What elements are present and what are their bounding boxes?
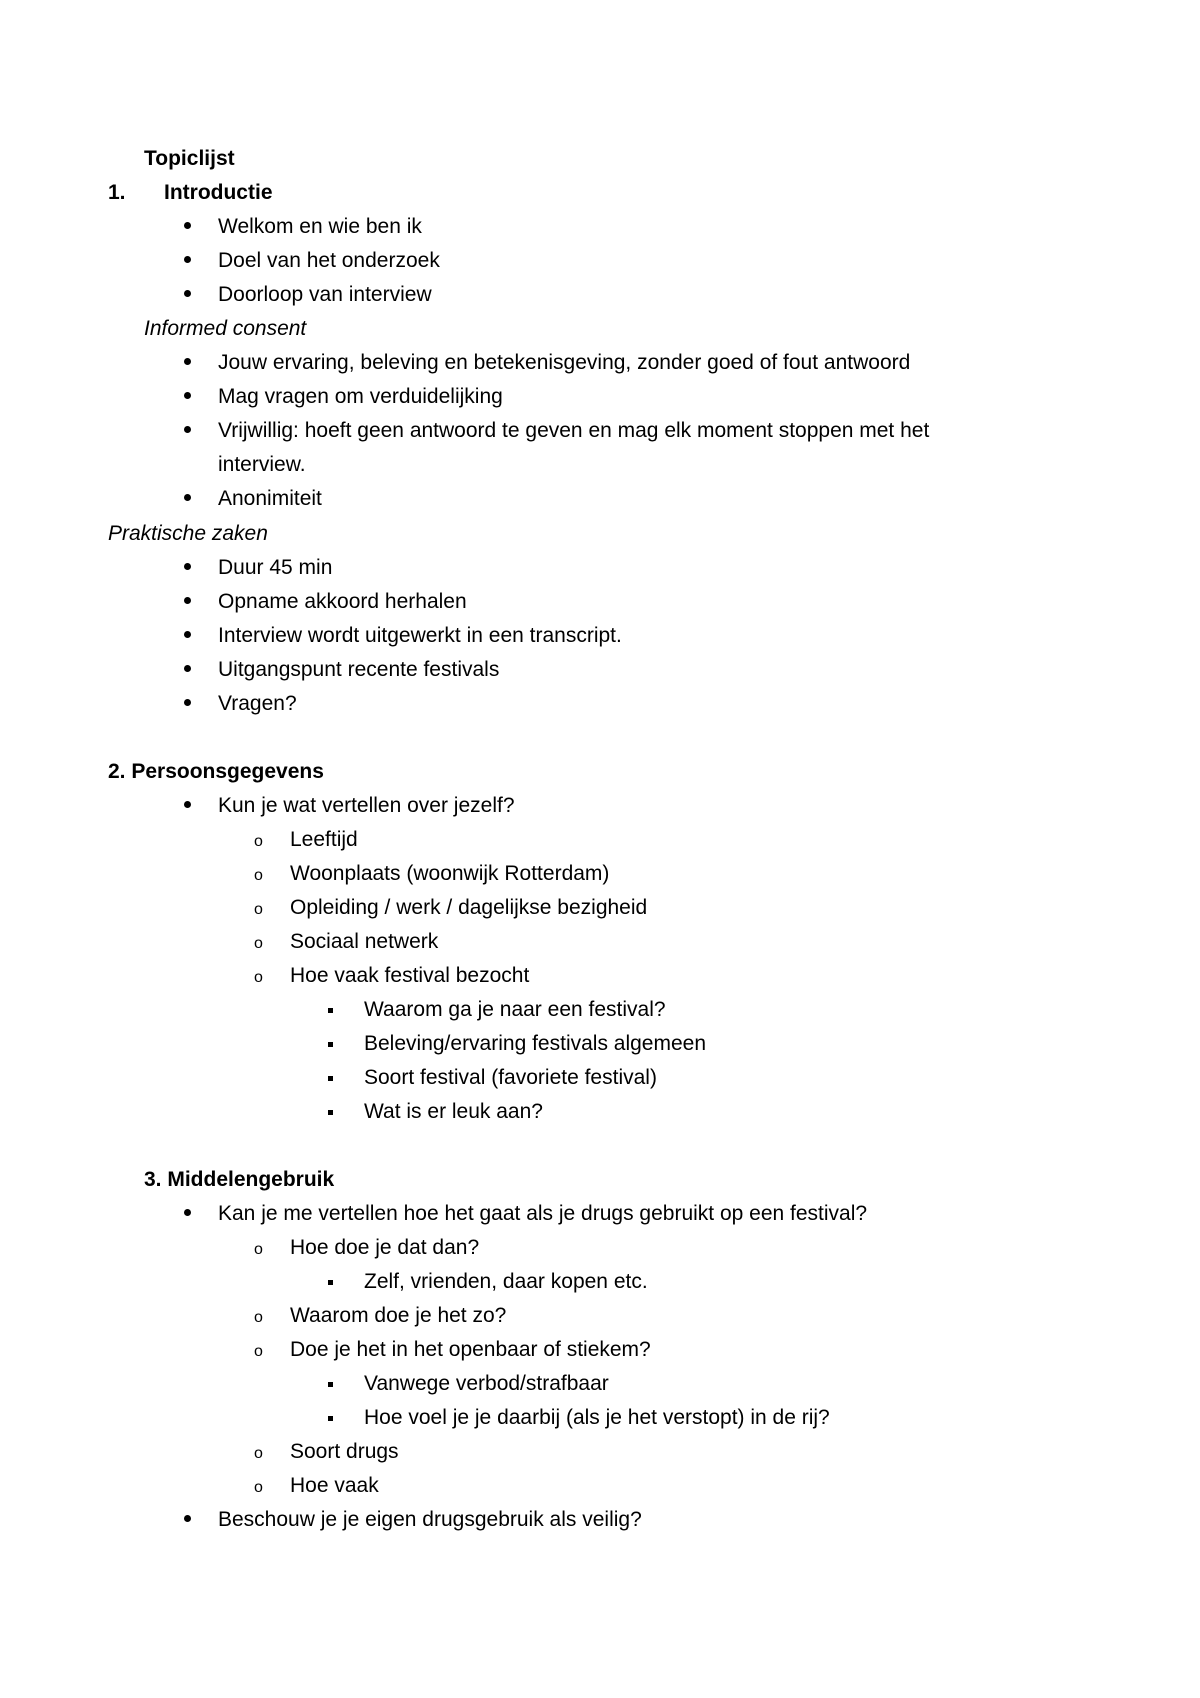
bullet-dot-icon [184,1515,191,1522]
bullet-dot-icon [184,426,191,433]
list-item: Welkom en wie ben ik [218,215,422,238]
list-item: Kan je me vertellen hoe het gaat als je drugs gebruikt op een festival? [218,1202,868,1225]
sub-list-item: Waarom doe je het zo? [290,1304,507,1327]
bullet-circle-icon: o [254,901,263,918]
bullet-circle-icon: o [254,867,263,884]
praktische-zaken-heading: Praktische zaken [108,522,268,545]
list-item: Anonimiteit [218,487,322,510]
bullet-dot-icon [184,256,191,263]
list-item: Beschouw je je eigen drugsgebruik als veilig? [218,1508,642,1531]
bullet-circle-icon: o [254,935,263,952]
bullet-circle-icon: o [254,1479,263,1496]
list-item: Doel van het onderzoek [218,249,440,272]
bullet-dot-icon [184,222,191,229]
bullet-circle-icon: o [254,833,263,850]
list-item: Doorloop van interview [218,283,432,306]
list-item: Vrijwillig: hoeft geen antwoord te geven en mag elk moment stoppen met het [218,419,930,442]
bullet-circle-icon: o [254,1241,263,1258]
document-title: Topiclijst [144,147,235,170]
list-item: Interview wordt uitgewerkt in een transcript. [218,624,622,647]
sub-sub-list-item: Hoe voel je je daarbij (als je het verstopt) in de rij? [364,1406,830,1429]
list-item: Opname akkoord herhalen [218,590,467,613]
section-1-number: 1. [108,181,126,204]
list-item-continuation: interview. [218,453,306,476]
bullet-square-icon [328,1416,333,1421]
bullet-circle-icon: o [254,969,263,986]
list-item: Mag vragen om verduidelijking [218,385,503,408]
bullet-square-icon [328,1008,333,1013]
bullet-dot-icon [184,290,191,297]
bullet-square-icon [328,1382,333,1387]
bullet-circle-icon: o [254,1445,263,1462]
list-item: Vragen? [218,692,297,715]
bullet-circle-icon: o [254,1309,263,1326]
sub-list-item: Soort drugs [290,1440,399,1463]
sub-list-item: Hoe vaak [290,1474,379,1497]
sub-sub-list-item: Waarom ga je naar een festival? [364,998,666,1021]
sub-sub-list-item: Soort festival (favoriete festival) [364,1066,657,1089]
sub-sub-list-item: Vanwege verbod/strafbaar [364,1372,609,1395]
bullet-dot-icon [184,631,191,638]
bullet-square-icon [328,1042,333,1047]
sub-list-item: Sociaal netwerk [290,930,439,953]
sub-list-item: Hoe vaak festival bezocht [290,964,530,987]
list-item: Jouw ervaring, beleving en betekenisgeving, zonder goed of fout antwoord [218,351,911,374]
bullet-dot-icon [184,358,191,365]
bullet-square-icon [328,1076,333,1081]
sub-sub-list-item: Zelf, vrienden, daar kopen etc. [364,1270,648,1293]
bullet-dot-icon [184,665,191,672]
section-3-heading: 3. Middelengebruik [144,1168,335,1191]
bullet-dot-icon [184,1209,191,1216]
sub-list-item: Doe je het in het openbaar of stiekem? [290,1338,651,1361]
sub-list-item: Leeftijd [290,828,358,851]
informed-consent-heading: Informed consent [144,317,307,340]
bullet-dot-icon [184,597,191,604]
bullet-dot-icon [184,392,191,399]
list-item: Kun je wat vertellen over jezelf? [218,794,515,817]
sub-list-item: Hoe doe je dat dan? [290,1236,480,1259]
bullet-square-icon [328,1280,333,1285]
bullet-dot-icon [184,801,191,808]
bullet-square-icon [328,1110,333,1115]
sub-list-item: Opleiding / werk / dagelijkse bezigheid [290,896,648,919]
bullet-dot-icon [184,563,191,570]
sub-list-item: Woonplaats (woonwijk Rotterdam) [290,862,610,885]
section-2-heading: 2. Persoonsgegevens [108,760,324,783]
section-1-heading: Introductie [164,181,273,204]
sub-sub-list-item: Wat is er leuk aan? [364,1100,543,1123]
bullet-circle-icon: o [254,1343,263,1360]
sub-sub-list-item: Beleving/ervaring festivals algemeen [364,1032,707,1055]
list-item: Uitgangspunt recente festivals [218,658,500,681]
list-item: Duur 45 min [218,556,333,579]
bullet-dot-icon [184,494,191,501]
bullet-dot-icon [184,699,191,706]
